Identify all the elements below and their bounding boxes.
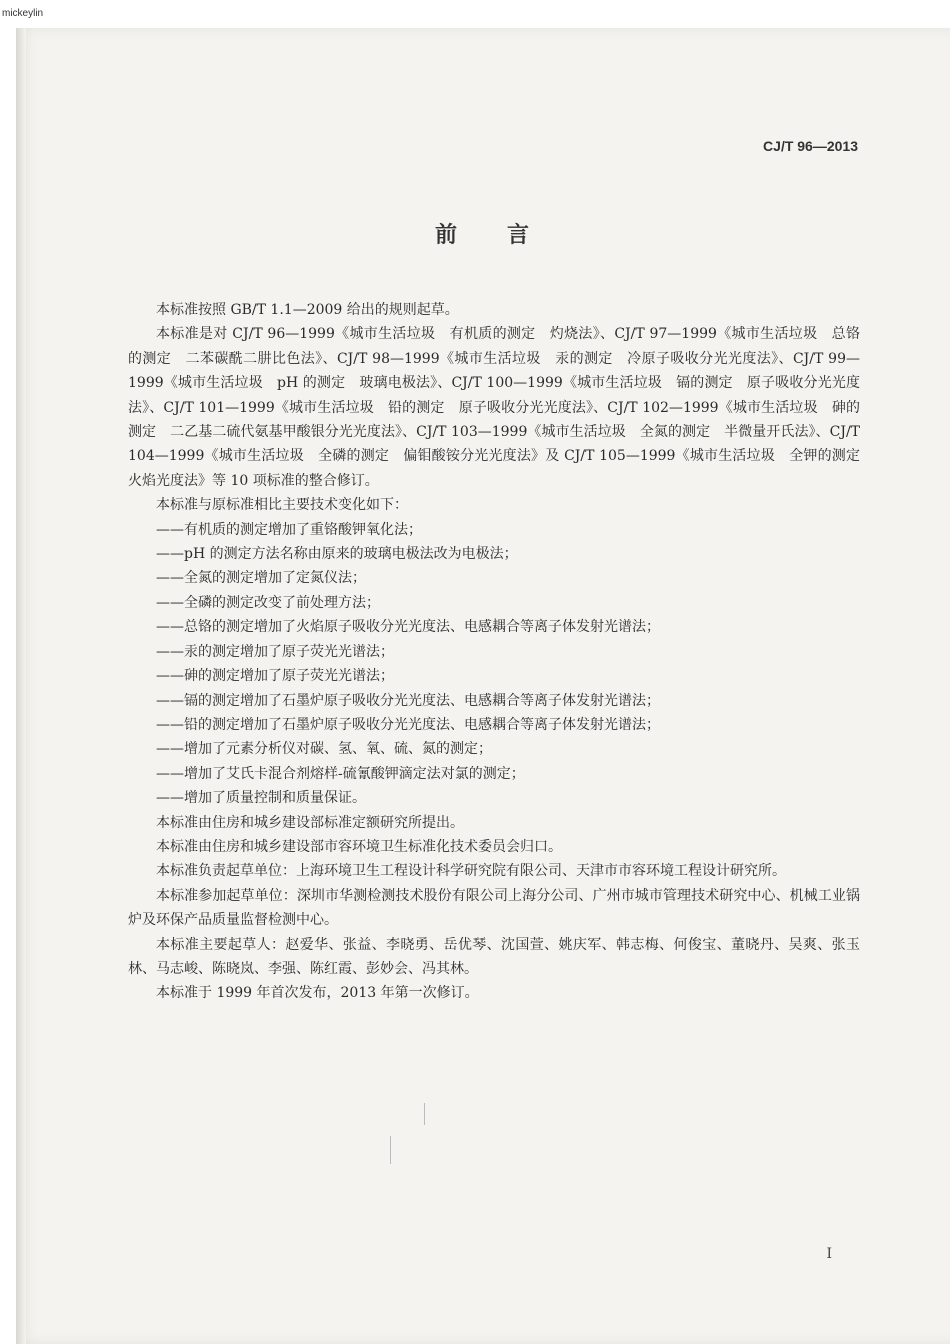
watermark-text: mickeylin (2, 8, 44, 19)
document-page (16, 28, 950, 1344)
paragraph: 本标准由住房和城乡建设部标准定额研究所提出。 (156, 814, 464, 831)
change-list-item: ——增加了艾氏卡混合剂熔样-硫氰酸钾滴定法对氯的测定； (156, 765, 525, 782)
change-list-item: ——增加了质量控制和质量保证。 (156, 790, 366, 807)
paragraph: 本标准由住房和城乡建设部市容环境卫生标准化技术委员会归口。 (156, 838, 562, 855)
change-list-item: ——汞的测定增加了原子荧光光谱法； (156, 643, 394, 660)
change-list-item: ——增加了元素分析仪对碳、氢、氧、硫、氮的测定； (156, 741, 492, 758)
paragraph: 本标准按照 GB/T 1.1—2009 给出的规则起草。 (156, 302, 459, 318)
change-list-item: ——有机质的测定增加了重铬酸钾氧化法； (156, 521, 422, 538)
change-list-item: ——总铬的测定增加了火焰原子吸收分光光度法、电感耦合等离子体发射光谱法； (156, 619, 660, 636)
change-list-item: ——全磷的测定改变了前处理方法； (156, 594, 380, 611)
scan-speck (424, 1103, 425, 1125)
paragraph: 本标准是对 CJ/T 96—1999《城市生活垃圾 有机质的测定 灼烧法》、CJ/T 97—1999《城市生活垃圾 总铬的测定 二苯碳酰二肼比色法》、CJ/T 98—1999《城市生活垃圾 汞的测定 冷原子吸收分光光度法》、CJ/T 99—1999《城市生活垃圾 pH 的测定 玻璃电极法》、CJ/T 100—1999《城市生活垃圾 镉的测定 原子吸收分光光度法》、CJ/T 101—1999《城市生活垃圾 铅的测定 原子吸收分光光度法》、CJ/T 102—1999《城市生活垃圾 砷的测定 二乙基二硫代氨基甲酸银分光光度法》、CJ/T 103—1999《城市生活垃圾 全氮的测定 半微量开氏法》、CJ/T 104—1999《城市生活垃圾 全磷的测定 偏钼酸铵分光光度法》及 CJ/T 105—1999《城市生活垃圾 全钾的测定 火焰光度法》等 10 项标准的整合修订。 (128, 326, 874, 489)
scan-speck (390, 1136, 391, 1164)
change-list-item: ——砷的测定增加了原子荧光光谱法； (156, 668, 394, 685)
page-title: 前 言 (434, 222, 531, 248)
paragraph: 本标准负责起草单位：上海环境卫生工程设计科学研究院有限公司、天津市市容环境工程设计研究所。 (156, 863, 786, 880)
paragraph: 本标准主要起草人：赵爱华、张益、李晓勇、岳优琴、沈国萱、姚庆军、韩志梅、何俊宝、董晓丹、吴爽、张玉林、马志峻、陈晓岚、李强、陈红霞、彭妙会、冯其林。 (128, 936, 860, 977)
standard-code: CJ/T 96—2013 (763, 138, 858, 154)
change-list-item: ——铅的测定增加了石墨炉原子吸收分光光度法、电感耦合等离子体发射光谱法； (156, 716, 660, 733)
change-list-item: ——pH 的测定方法名称由原来的玻璃电极法改为电极法； (156, 546, 518, 563)
change-list-item: ——全氮的测定增加了定氮仪法； (156, 570, 366, 587)
foreword-body (128, 298, 874, 1006)
paragraph: 本标准于 1999 年首次发布，2013 年第一次修订。 (156, 985, 479, 1002)
paragraph: 本标准与原标准相比主要技术变化如下： (156, 497, 408, 514)
page-number: I (826, 1246, 832, 1262)
paragraph: 本标准参加起草单位：深圳市华测检测技术股份有限公司上海分公司、广州市城市管理技术研究中心、机械工业锅炉及环保产品质量监督检测中心。 (128, 887, 860, 929)
change-list-item: ——镉的测定增加了石墨炉原子吸收分光光度法、电感耦合等离子体发射光谱法； (156, 692, 660, 709)
